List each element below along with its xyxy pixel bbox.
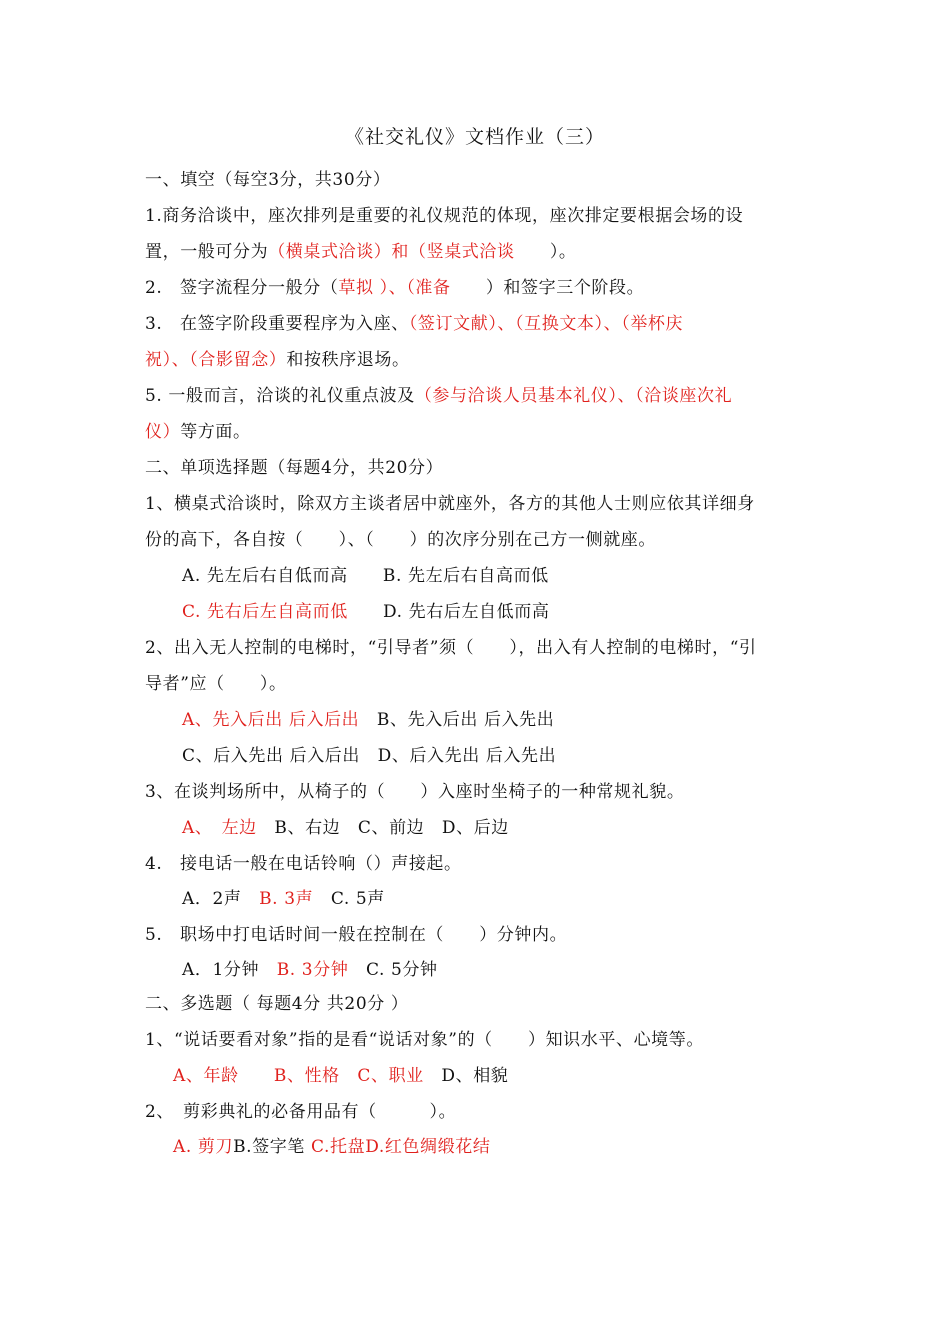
- answer-text: （签订文献）、（互换文本）、（举杯庆: [408, 314, 684, 334]
- text-line: [145, 633, 757, 658]
- line-text: D. 先右后左自低而高: [347, 602, 550, 622]
- line-text: D、相貌: [423, 1066, 509, 1086]
- text-line: [145, 165, 390, 190]
- line-text: 2、 剪彩典礼的必备用品有（ ）。: [145, 1102, 457, 1122]
- answer-text: （横桌式洽谈）和（竖桌式洽谈: [268, 242, 550, 262]
- line-text: 一、填空（每空3分，共30分）: [145, 170, 391, 190]
- line-text: 5. 一般而言，洽谈的礼仪重点波及: [145, 386, 415, 406]
- text-line: [145, 345, 410, 370]
- answer-text: 祝）、（合影留念）: [145, 350, 287, 370]
- line-text: 4. 接电话一般在电话铃响（）声接起。: [145, 854, 462, 874]
- line-text: B、右边 C、前边 D、后边: [256, 818, 509, 838]
- line-text: 3、在谈判场所中，从椅子的（ ）入座时坐椅子的一种常规礼貌。: [145, 782, 685, 802]
- text-line: [145, 417, 251, 442]
- text-line: [182, 884, 385, 909]
- line-text: 1、横桌式洽谈时，除双方主谈者居中就座外，各方的其他人士则应依其详细身: [145, 494, 755, 514]
- text-line: [145, 237, 577, 262]
- line-text: ）和签字三个阶段。: [485, 278, 645, 298]
- answer-text: C. 先右后左自高而低: [182, 602, 348, 622]
- line-text: 二、多选题（ 每题4分 共20分 ）: [145, 994, 409, 1014]
- text-line: [182, 955, 438, 980]
- line-text: B、先入后出 后入先出: [359, 710, 555, 730]
- line-text: A. 先左后右自低而高 B. 先左后右自高而低: [182, 566, 549, 586]
- text-line: [145, 1025, 704, 1050]
- answer-text: B. 3声: [259, 889, 314, 909]
- line-text: 二、单项选择题（每题4分，共20分）: [145, 458, 444, 478]
- line-text: 1.商务洽谈中，座次排列是重要的礼仪规范的体现，座次排定要根据会场的设: [145, 206, 744, 226]
- text-line: [145, 669, 287, 694]
- text-line: [182, 561, 549, 586]
- line-text: 导者”应（ ）。: [145, 674, 287, 694]
- answer-text: C.托盘D.红色绸缎花结: [311, 1137, 491, 1157]
- answer-text: A. 剪刀: [173, 1137, 234, 1157]
- line-text: 1、“说话要看对象”指的是看“说话对象”的（ ）知识水平、心境等。: [145, 1030, 704, 1050]
- line-text: 2. 签字流程分一般分（: [145, 278, 339, 298]
- answer-text: A、年龄 B、性格 C、职业: [173, 1066, 424, 1086]
- text-line: [145, 381, 732, 406]
- text-line: [145, 920, 567, 945]
- answer-text: 草拟 ）、（准备: [338, 278, 486, 298]
- text-line: [145, 453, 443, 478]
- line-text: ）。: [549, 242, 577, 262]
- answer-text: 仪）: [145, 422, 181, 442]
- line-text: A．2声: [182, 889, 260, 909]
- line-text: 等方面。: [180, 422, 251, 442]
- text-line: [145, 489, 755, 514]
- line-text: 置，一般可分为: [145, 242, 269, 262]
- answer-text: （参与洽谈人员基本礼仪）、（洽谈座次礼: [414, 386, 733, 406]
- text-line: [145, 273, 644, 298]
- text-line: [182, 813, 509, 838]
- text-line: [145, 309, 683, 334]
- answer-text: B. 3分钟: [276, 960, 349, 980]
- text-line: [145, 525, 656, 550]
- line-text: 3. 在签字阶段重要程序为入座、: [145, 314, 409, 334]
- text-line: [182, 705, 554, 730]
- text-line: [145, 1097, 456, 1122]
- text-line: [173, 1132, 490, 1157]
- document-title: 《社交礼仪》文档作业（三）: [344, 126, 605, 148]
- text-line: [173, 1061, 508, 1086]
- line-text: C. 5分钟: [348, 960, 438, 980]
- line-text: A．1分钟: [182, 960, 277, 980]
- text-line: [145, 989, 408, 1014]
- text-line: [182, 597, 549, 622]
- line-text: 2、出入无人控制的电梯时，“引导者”须（ ），出入有人控制的电梯时，“引: [145, 638, 757, 658]
- line-text: C. 5声: [313, 889, 385, 909]
- answer-text: A、 左边: [182, 818, 257, 838]
- text-line: [145, 777, 684, 802]
- line-text: B.签字笔: [233, 1137, 311, 1157]
- line-text: 份的高下，各自按（ ）、（ ）的次序分别在己方一侧就座。: [145, 530, 656, 550]
- line-text: 和按秩序退场。: [286, 350, 410, 370]
- line-text: C、后入先出 后入后出 D、后入先出 后入先出: [182, 746, 557, 766]
- text-line: [145, 849, 462, 874]
- text-line: [182, 741, 556, 766]
- text-line: [145, 201, 743, 226]
- line-text: 5. 职场中打电话时间一般在控制在（ ）分钟内。: [145, 925, 568, 945]
- answer-text: A、先入后出 后入后出: [182, 710, 360, 730]
